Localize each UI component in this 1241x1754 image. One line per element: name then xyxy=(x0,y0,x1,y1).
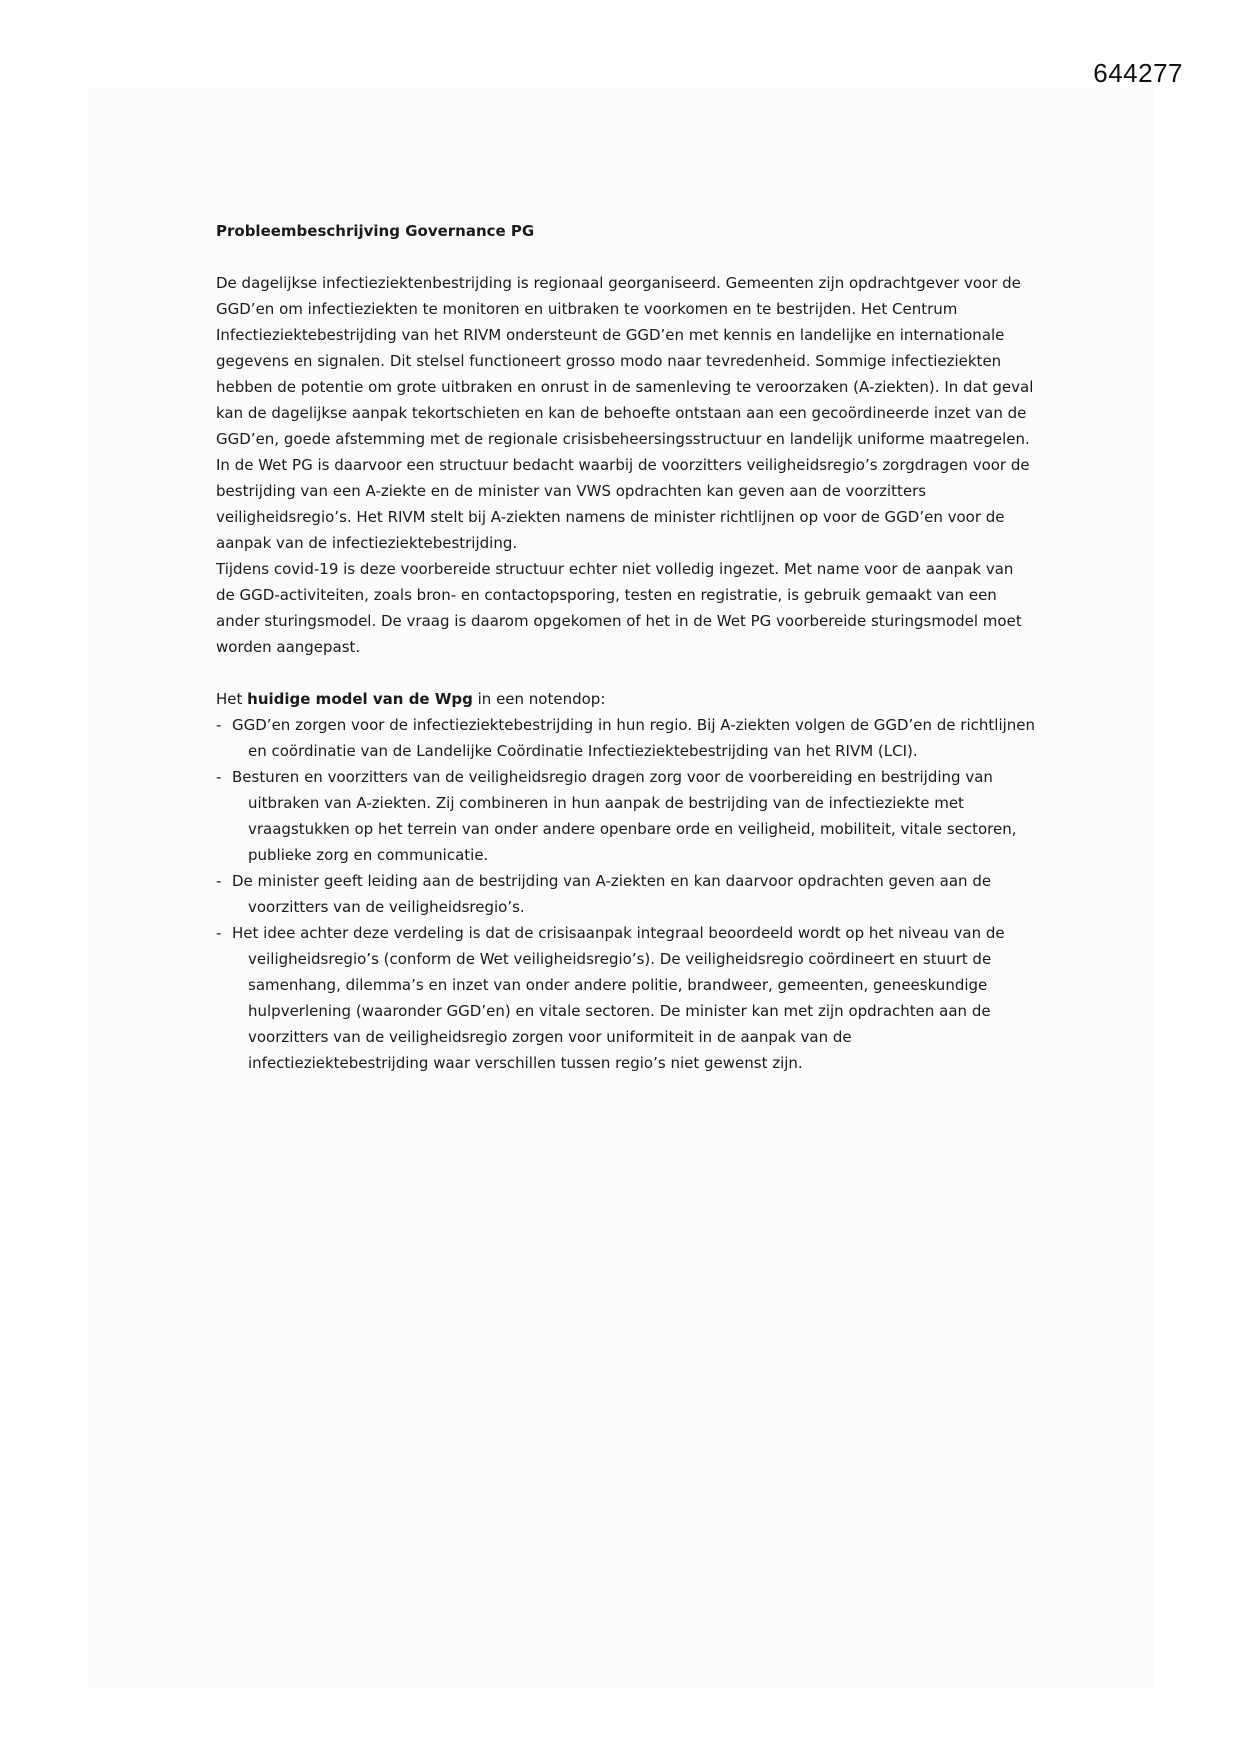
list-item-text: De minister geeft leiding aan de bestrijding van A-ziekten en kan daarvoor opdrachten geven aan de voorzitters van de veiligheidsregio’s. xyxy=(232,872,992,916)
paragraph-covid: Tijdens covid-19 is deze voorbereide structuur echter niet volledig ingezet. Met name voor de aanpak van de GGD-activiteiten, zoals bron- en contactopsporing, testen en registratie, is gebruik gemaakt van een ander sturingsmodel. De vraag is daarom opgekomen of het in de Wet PG voorbereide sturingsmodel moet worden aangepast. xyxy=(216,560,1022,656)
bullet-marker: - xyxy=(216,924,222,942)
bullet-marker: - xyxy=(216,768,222,786)
list-item-text: Besturen en voorzitters van de veiligheidsregio dragen zorg voor de voorbereiding en bestrijding van uitbraken van A-ziekten. Zij combineren in hun aanpak de bestrijding van de infectieziekte met vraagstukken op het terrein van onder andere openbare orde en veiligheid, mobiliteit, vitale sectoren, publieke zorg en communicatie. xyxy=(232,768,1017,864)
document-id: 644277 xyxy=(1093,58,1183,88)
list-item-text: Het idee achter deze verdeling is dat de crisisaanpak integraal beoordeeld wordt op het niveau van de veiligheidsregio’s (conform de Wet veiligheidsregio’s). De veiligheidsregio coördineert en stuurt de samenhang, dilemma’s en inzet van onder andere politie, brandweer, gemeenten, geneeskundige hulpverlening (waaronder GGD’en) en vitale sectoren. De minister kan met zijn opdrachten aan de voorzitters van de veiligheidsregio zorgen voor uniformiteit in de aanpak van de infectieziektebestrijding waar verschillen tussen regio’s niet gewenst zijn. xyxy=(232,924,1005,1072)
list-item-text: GGD’en zorgen voor de infectieziektebestrijding in hun regio. Bij A-ziekten volgen de GGD’en de richtlijnen en coördinatie van de Landelijke Coördinatie Infectieziektebestrijding van het RIVM (LCI). xyxy=(232,716,1036,760)
list-item xyxy=(216,920,1036,1076)
model-intro-line xyxy=(216,686,1036,712)
list-item xyxy=(216,712,1036,764)
intro-prefix: Het xyxy=(216,690,248,708)
intro-suffix: in een notendop: xyxy=(472,690,606,708)
document-title: Probleembeschrijving Governance PG xyxy=(216,222,535,240)
paragraph-intro: De dagelijkse infectieziektenbestrijding is regionaal georganiseerd. Gemeenten zijn opdrachtgever voor de GGD’en om infectieziekten te monitoren en uitbraken te voorkomen en te bestrijden. Het Centrum Infectieziektebestrijding van het RIVM ondersteunt de GGD’en met kennis en landelijke en internationale gegevens en signalen. Dit stelsel functioneert grosso modo naar tevredenheid. Sommige infectieziekten hebben de potentie om grote uitbraken en onrust in de samenleving te veroorzaken (A-ziekten). In dat geval kan de dagelijkse aanpak tekortschieten en kan de behoefte ontstaan aan een gecoördineerde inzet van de GGD’en, goede afstemming met de regionale crisisbeheersingsstructuur en landelijk uniforme maatregelen. In de Wet PG is daarvoor een structuur bedacht waarbij de voorzitters veiligheidsregio’s zorgdragen voor de bestrijding van een A-ziekte en de minister van VWS opdrachten kan geven aan de voorzitters veiligheidsregio’s. Het RIVM stelt bij A-ziekten namens de minister richtlijnen op voor de GGD’en voor de aanpak van de infectieziektebestrijding. xyxy=(216,274,1034,552)
list-item xyxy=(216,868,1036,920)
document-body xyxy=(216,218,1036,1076)
bullet-marker: - xyxy=(216,716,222,734)
bullet-marker: - xyxy=(216,872,222,890)
spacer xyxy=(216,660,1036,686)
list-item xyxy=(216,764,1036,868)
spacer xyxy=(216,244,1036,270)
model-bullet-list xyxy=(216,712,1036,1076)
intro-bold: huidige model van de Wpg xyxy=(247,690,473,708)
